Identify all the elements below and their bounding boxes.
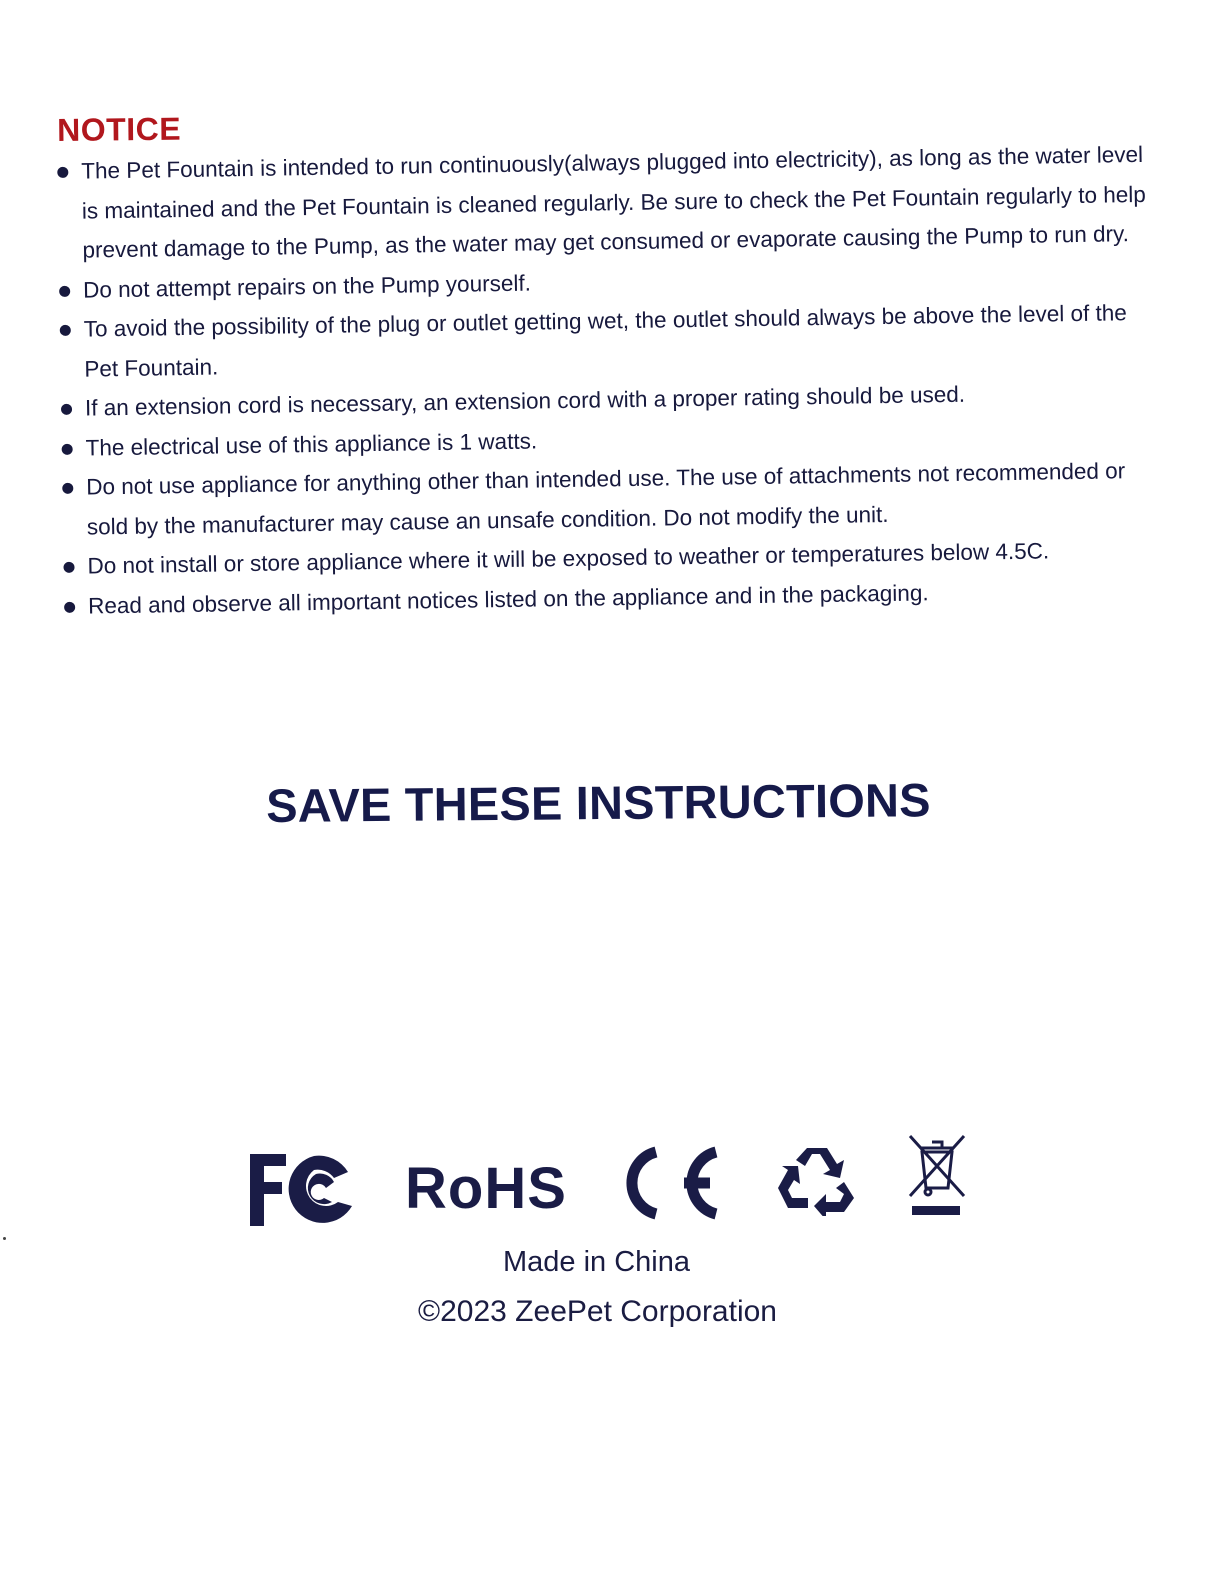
- bullet-icon: [61, 404, 72, 415]
- notice-item-text: The Pet Fountain is intended to run continuously(always plugged into electricity), as long as the water level is maintained and the Pet Fountain is cleaned regularly. Be sure to check the Pet Fountain regularly to help prevent damage to the Pump, as the water may get consumed or evaporate causing the Pump to run dry.: [81, 141, 1146, 263]
- bullet-icon: [62, 483, 73, 494]
- bullet-icon: [60, 325, 71, 336]
- bullet-icon: [63, 562, 74, 573]
- made-in-label: Made in China: [503, 1246, 690, 1278]
- crossed-out-bin-icon: [906, 1132, 968, 1220]
- save-instructions-heading: SAVE THESE INSTRUCTIONS: [266, 773, 931, 832]
- ce-mark-icon: [618, 1144, 728, 1220]
- bullet-icon: [64, 601, 75, 612]
- scan-speck: [3, 1237, 6, 1240]
- certification-marks: [248, 1130, 968, 1230]
- notice-item-text: The electrical use of this appliance is 1 watts.: [85, 427, 538, 461]
- notice-title: NOTICE: [57, 110, 182, 148]
- notice-item-text: To avoid the possibility of the plug or outlet getting wet, the outlet should always be above the level of the Pet Fountain.: [83, 300, 1128, 382]
- copyright-label: ©2023 ZeePet Corporation: [418, 1295, 777, 1328]
- bullet-icon: [62, 443, 73, 454]
- notice-item-text: If an extension cord is necessary, an extension cord with a proper rating should be used.: [84, 381, 966, 421]
- notice-item-text: Do not install or store appliance where it will be exposed to weather or temperatures below 4.5C.: [87, 538, 1050, 579]
- list-item: [55, 135, 1157, 271]
- fcc-logo-icon: [248, 1152, 354, 1228]
- notice-list: [55, 135, 1162, 626]
- rohs-label: RoHS: [405, 1156, 567, 1221]
- bullet-icon: [59, 285, 70, 296]
- recycle-icon: [774, 1142, 860, 1216]
- notice-item-text: Read and observe all important notices listed on the appliance and in the packaging.: [87, 579, 929, 619]
- bullet-icon: [57, 167, 68, 178]
- notice-item-text: Do not use appliance for anything other than intended use. The use of attachments not recommended or sold by the manufacturer may cause an unsafe condition. Do not modify the unit.: [86, 458, 1126, 540]
- notice-item-text: Do not attempt repairs on the Pump yourself.: [82, 270, 532, 303]
